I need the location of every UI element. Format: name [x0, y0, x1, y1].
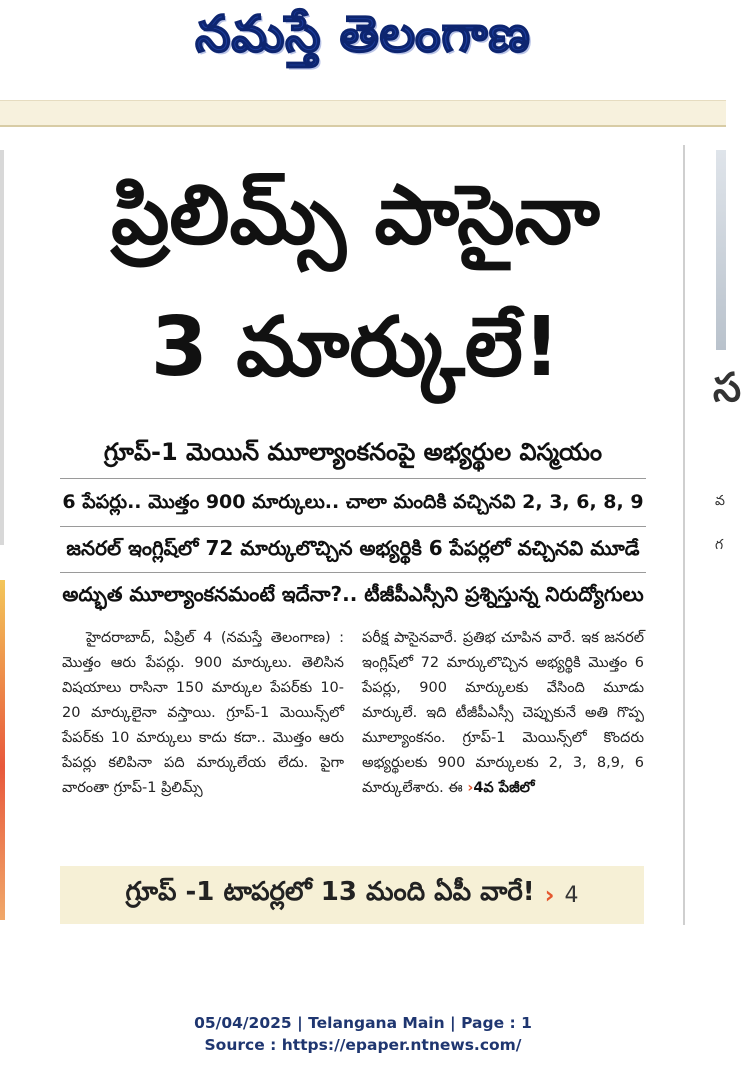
- chevron-right-icon: ›: [544, 881, 555, 909]
- newspaper-logo: నమస్తే తెలంగాణ: [195, 4, 531, 63]
- source-link[interactable]: Source : https://epaper.ntnews.com/: [204, 1036, 522, 1054]
- page-footer: [0, 1012, 726, 1056]
- teaser-page-number: 4: [564, 882, 579, 908]
- headline-line-2: 3 మార్కులే!: [150, 300, 561, 395]
- article-body-column-2: [362, 626, 644, 801]
- next-column-deck-glyph: గ: [715, 537, 724, 553]
- next-column-headline-glyph: స: [713, 365, 741, 411]
- divider-rule: [60, 478, 646, 479]
- next-column-deck-glyph: వ: [715, 493, 725, 509]
- divider-rule: [60, 572, 646, 573]
- subheadline-4: అద్భుత మూల్యాంకనమంటే ఇదేనా?.. టీజీపీఎస్సీని ప్రశ్నిస్తున్న నిరుద్యోగులు: [62, 582, 644, 606]
- subheadline-1: గ్రూప్-1 మెయిన్ మూల్యాంకనంపై అభ్యర్థుల విస్మయం: [103, 438, 603, 466]
- continued-page-label: 4వ పేజీలో: [473, 780, 535, 796]
- teaser-headline: గ్రూప్ -1 టాపర్లలో 13 మంది ఏపీ వారే!: [125, 877, 535, 907]
- main-headline[interactable]: [28, 150, 683, 414]
- chevron-right-icon: ›: [467, 780, 474, 796]
- article-body-column-1: [62, 626, 344, 801]
- masthead: [0, 0, 726, 80]
- continued-link[interactable]: [467, 780, 534, 796]
- divider-rule: [60, 526, 646, 527]
- column-divider: [683, 145, 685, 925]
- subheadline-3: జనరల్ ఇంగ్లిష్‌లో 72 మార్కులొచ్చిన అభ్యర్థికి 6 పేపర్లలో వచ్చినవి మూడే: [66, 536, 640, 560]
- related-story-teaser[interactable]: [60, 866, 644, 924]
- article-text: హైదరాబాద్, ఏప్రిల్ 4 (నమస్తే తెలంగాణ) : మొత్తం ఆరు పేపర్లు. 900 మార్కులు. తెలిసిన విషయాలు రాసినా 150 మార్కుల పేపర్‌కు 10-20 మార్కులైనా వస్తాయి. గ్రూప్-1 మెయిన్స్‌లో పేపర్‌కు 10 మార్కులు కాదు కదా.. మొత్తం ఆరు పేపర్లు కలిపినా పది మార్కులేయ లేదు. పైగా వారంతా గ్రూప్-1 ప్రిలిమ్స్: [62, 630, 344, 796]
- previous-column-edge: [0, 150, 4, 545]
- previous-column-ad-edge: [0, 580, 5, 920]
- next-column-fragment: [712, 365, 741, 925]
- edition-info: 05/04/2025 | Telangana Main | Page : 1: [194, 1014, 532, 1032]
- next-column-photo-edge: [716, 150, 726, 350]
- article-text: పరీక్ష పాసైనవారే. ప్రతిభ చూపిన వారే. ఇక జనరల్ ఇంగ్లిష్‌లో 72 మార్కులొచ్చిన అభ్యర్థికి మొత్తం 6 పేపర్లు, 900 మార్కులకు వేసింది మూడు మార్కులే. ఇది టీజీపీఎస్సీ చెప్పుకునే అతి గొప్ప మూల్యాంకనం. గ్రూప్-1 మెయిన్స్‌లో కొందరు అభ్యర్థులకు 900 మార్కులకు 2, 3, 8,9, 6 మార్కులేశారు. ఈ: [362, 630, 644, 796]
- headline-line-1: ప్రిలిమ్స్ పాసైనా: [111, 168, 600, 263]
- subheadline-2: 6 పేపర్లు.. మొత్తం 900 మార్కులు.. చాలా మందికి వచ్చినవి 2, 3, 6, 8, 9: [62, 491, 644, 513]
- masthead-band: [0, 100, 726, 127]
